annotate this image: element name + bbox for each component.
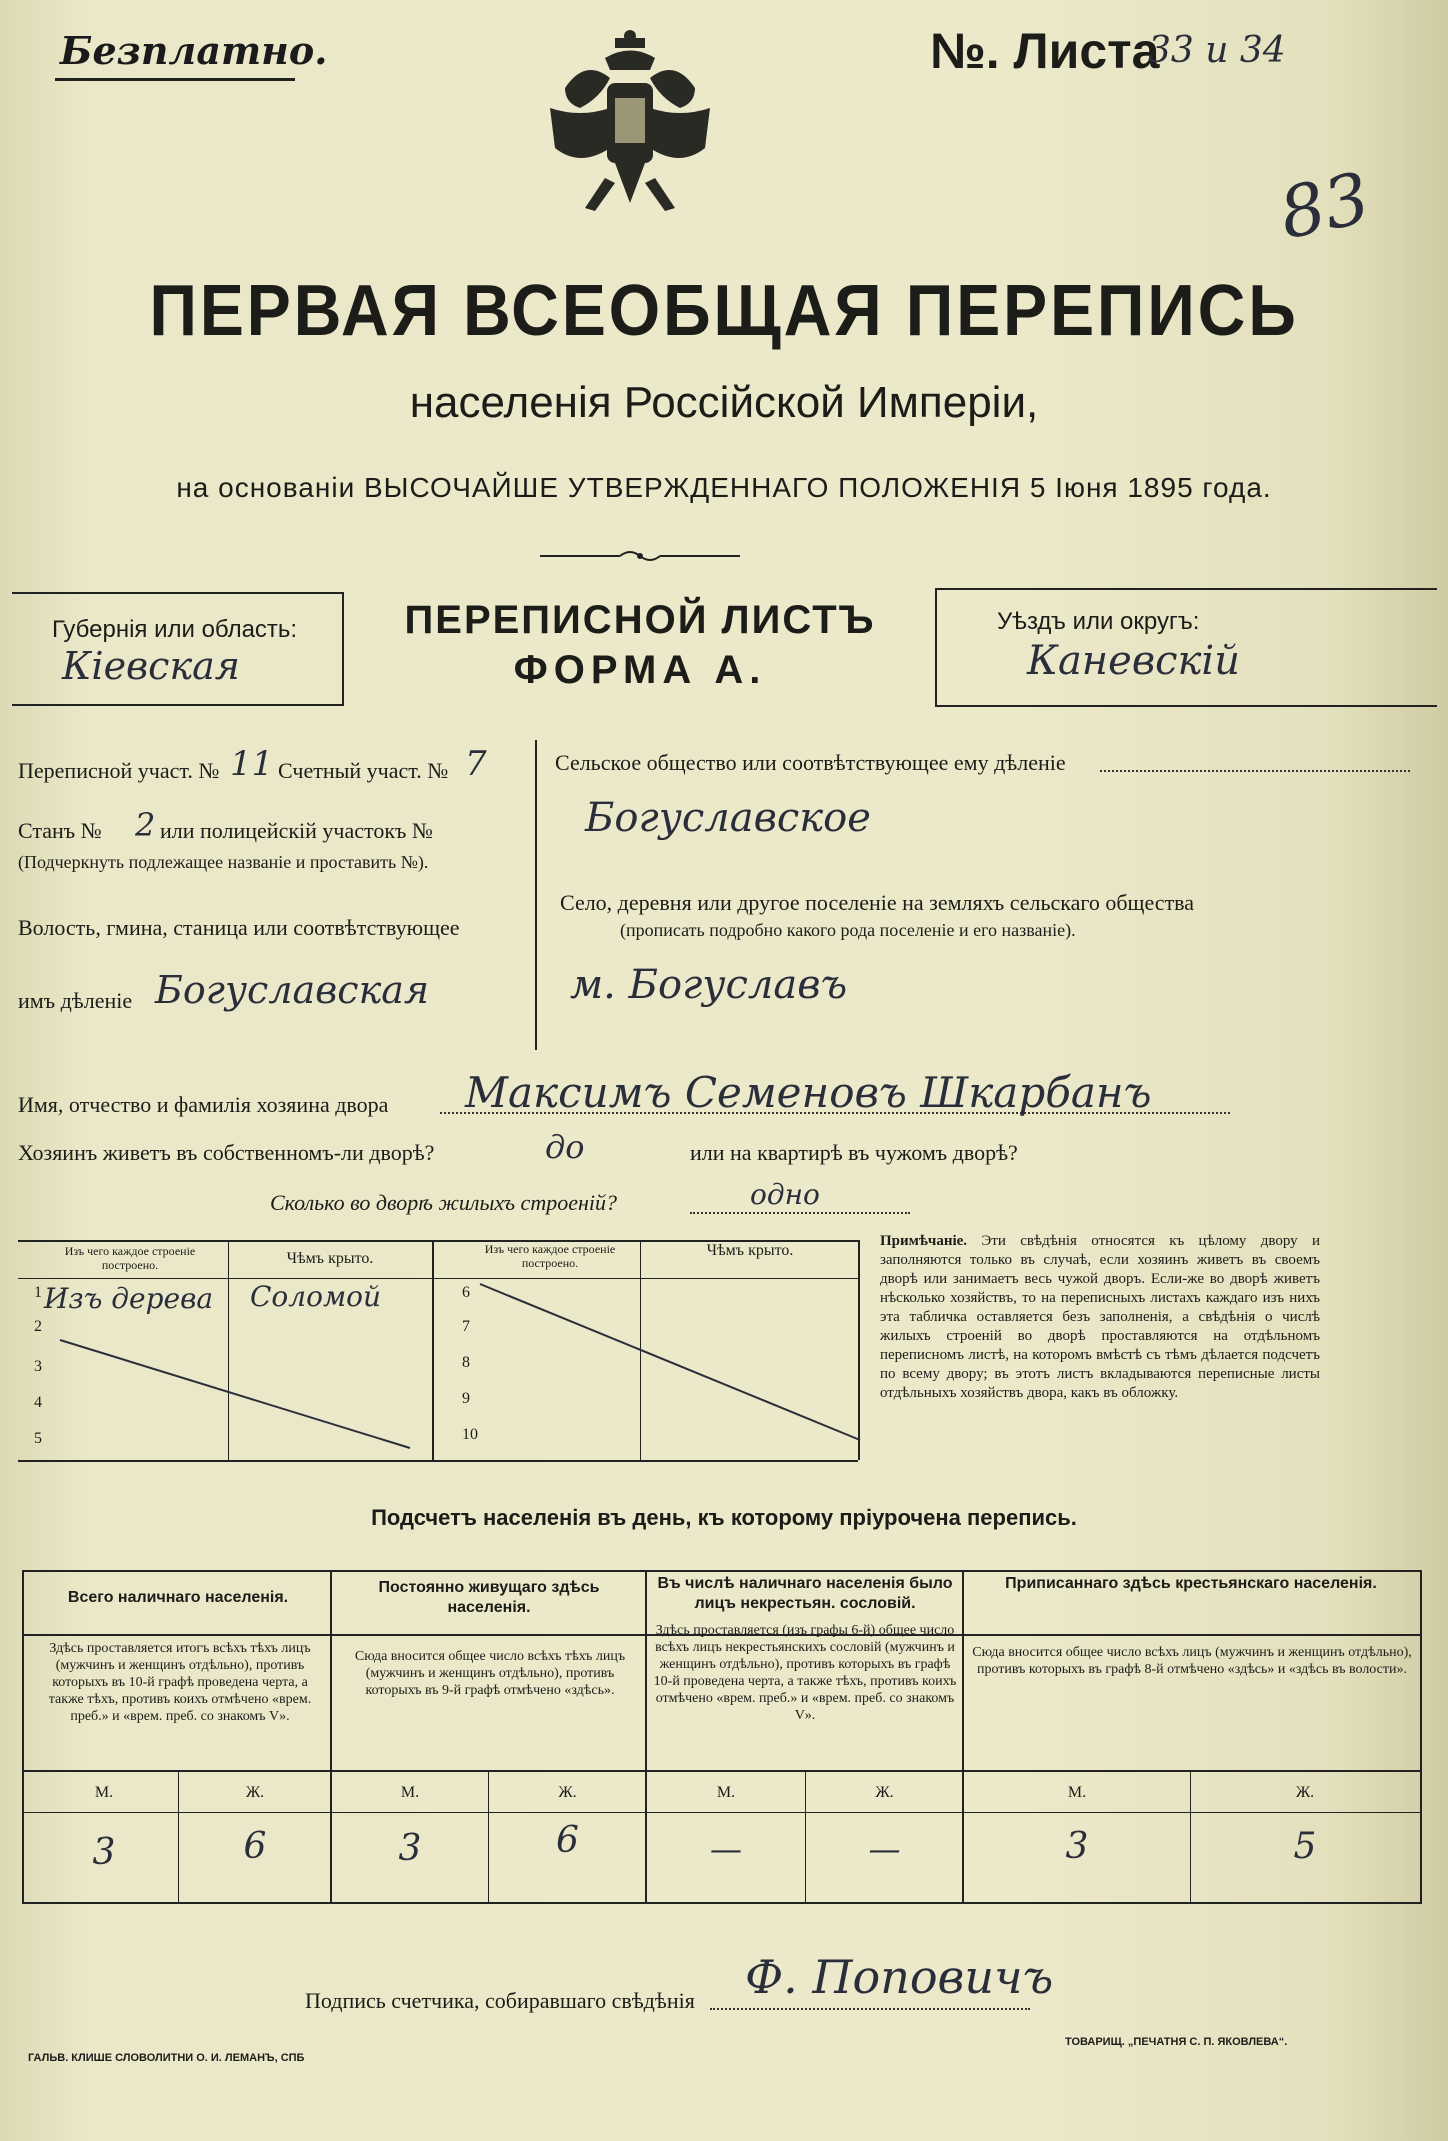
count-mf-sep <box>488 1770 489 1902</box>
buildings-label: Сколько во дворѣ жилыхъ строеній? <box>270 1190 617 1215</box>
signature-label: Подпись счетчика, собиравшаго свѣдѣнія <box>305 1988 695 2013</box>
count-female-value: 5 <box>1293 1826 1317 1867</box>
female-label: Ж. <box>1295 1784 1315 1801</box>
signature-value: Ф. Поповичъ <box>745 1950 1054 2004</box>
volost-label-2: имъ дѣленіе <box>18 988 133 1013</box>
male-label: М. <box>1067 1784 1087 1801</box>
owner-lives-label: Хозяинъ живетъ въ собственномъ-ли дворѣ? <box>18 1140 435 1165</box>
row-number: 1 <box>34 1284 42 1301</box>
signature-line <box>710 2008 1030 2010</box>
row-number: 10 <box>462 1426 478 1443</box>
col-roof-right: Чѣмъ крыто. <box>706 1242 794 1259</box>
legal-basis: на основаніи ВЫСОЧАЙШЕ УТВЕРЖДЕННАГО ПОЛОЖЕНІЯ 5 Іюня 1895 года. <box>176 472 1272 503</box>
owner-name-value: Максимъ Семеновъ Шкарбанъ <box>465 1068 1152 1117</box>
male-label: М. <box>94 1784 114 1801</box>
count-table-mf-line <box>22 1812 1420 1813</box>
count-female-value: — <box>868 1830 901 1868</box>
count-col-head: Приписаннаго здѣсь крестьянскаго населенія. <box>1005 1575 1377 1592</box>
row1-material: Изъ дерева <box>44 1282 214 1315</box>
census-section-label: Переписной участ. № <box>18 758 220 783</box>
volost-label: Волость, гмина, станица или соотвѣтствующее <box>18 915 460 940</box>
remark-text: Эти свѣдѣнія относятся къ цѣлому двору и заполняются только въ случаѣ, если хозяинъ живетъ въ своемъ дворѣ или занимаетъ весь чужой дворъ. Если-же во дворѣ живетъ нѣсколько хозяйствъ, то на переписныхъ листахъ каждаго изъ нихъ эта табличка оставляется безъ заполненія, а свѣдѣнія о числѣ жилыхъ строеній во дворѣ проставляются на отдѣльномъ переписномъ листѣ, на которомъ вмѣстѣ съ тѣмъ дѣлается подсчетъ по всему двору; въ этотъ листъ вкладываются переписные листы отдѣльныхъ хозяйствъ двора, какъ въ обложку. <box>880 1233 1321 1401</box>
volost-value: Богуславская <box>155 968 430 1012</box>
free-label: Безплатно. <box>60 28 328 73</box>
society-value: Богуславское <box>585 795 871 841</box>
count-title: Подсчетъ населенія въ день, къ которому пріурочена перепись. <box>371 1505 1077 1530</box>
row-number: 3 <box>34 1358 42 1375</box>
underline-note: (Подчеркнуть подлежащее названіе и проставить №). <box>18 852 429 872</box>
buildings-value: одно <box>750 1178 820 1211</box>
col-material-right: Изъ чего каждое строеніе построено. <box>484 1242 616 1270</box>
main-title: ПЕРВАЯ ВСЕОБЩАЯ ПЕРЕПИСЬ <box>149 271 1299 351</box>
province-label: Губернія или область: <box>52 616 298 643</box>
sheet-number-label: №. Листа <box>930 23 1160 79</box>
archive-mark: 83 <box>1272 156 1377 256</box>
district-label: Уѣздъ или округъ: <box>997 608 1200 635</box>
male-label: М. <box>716 1784 736 1801</box>
counting-section-value: 7 <box>465 744 487 784</box>
village-label: Село, деревня или другое поселеніе на земляхъ сельскаго общества <box>560 890 1195 915</box>
census-section-value: 11 <box>230 744 274 784</box>
count-male-value: 3 <box>1065 1826 1089 1867</box>
count-female-value: 6 <box>243 1826 267 1867</box>
count-col-desc: Сюда вносится общее число всѣхъ тѣхъ лицъ (мужчинъ и женщинъ отдѣльно), противъ которыхъ въ 9-й графѣ отмѣчено «здѣсь». <box>354 1649 626 1698</box>
row-number: 7 <box>462 1318 470 1335</box>
row-number: 2 <box>34 1318 42 1335</box>
count-col-head: Всего наличнаго населенія. <box>67 1589 289 1606</box>
remark-title: Примѣчаніе. <box>880 1233 968 1249</box>
count-col-head: Постоянно живущаго здѣсь населенія. <box>378 1579 600 1616</box>
count-male-value: 3 <box>398 1828 422 1869</box>
count-col-desc: Здѣсь проставляется итогъ всѣхъ тѣхъ лицъ (мужчинъ и женщинъ отдѣльно), противъ которыхъ въ 10-й графѣ проведена черта, а также тѣхъ, противъ коихъ отмѣчено «врем. преб.» и «врем. преб. со знакомъ V». <box>48 1641 312 1724</box>
subtitle: населенія Россійской Имперіи, <box>409 378 1039 427</box>
row-number: 6 <box>462 1284 470 1301</box>
row-number: 5 <box>34 1430 42 1447</box>
count-mf-sep <box>1190 1770 1191 1902</box>
count-mf-sep <box>805 1770 806 1902</box>
owner-name-label: Имя, отчество и фамилія хозяина двора <box>18 1092 389 1117</box>
province-value: Кіевская <box>62 644 240 688</box>
female-label: Ж. <box>245 1784 265 1801</box>
police-label: или полицейскій участокъ № <box>160 818 433 843</box>
village-value: м. Богуславъ <box>570 962 848 1008</box>
row-number: 9 <box>462 1390 470 1407</box>
female-label: Ж. <box>558 1784 577 1801</box>
form-subtitle: ФОРМА А. <box>513 648 767 692</box>
remark <box>880 1232 1320 1403</box>
owner-lives-value: до <box>545 1128 585 1166</box>
count-female-value: 6 <box>556 1820 579 1861</box>
counting-section-label: Счетный участ. № <box>278 758 449 783</box>
col-material-left: Изъ чего каждое строеніе построено. <box>64 1244 196 1272</box>
count-col-desc: Сюда вносится общее число всѣхъ лицъ (мужчинъ и женщинъ отдѣльно), противъ которыхъ въ графѣ 8-й отмѣчено «здѣсь» и «здѣсь въ волости». <box>972 1645 1412 1677</box>
sheet-number-value: 33 и 34 <box>1148 30 1286 71</box>
row-number: 4 <box>34 1394 42 1411</box>
row-number: 8 <box>462 1354 470 1371</box>
village-note: (прописать подробно какого рода поселеніе и его названіе). <box>620 920 1076 940</box>
district-value: Каневскій <box>1027 638 1240 684</box>
stan-value: 2 <box>135 806 156 844</box>
male-label: М. <box>400 1784 420 1801</box>
printer-left: ГАЛЬВ. КЛИШЕ СЛОВОЛИТНИ О. И. ЛЕМАНЪ, СПБ <box>28 2052 305 2064</box>
count-male-value: 3 <box>92 1832 116 1873</box>
row1-roof: Соломой <box>250 1280 382 1313</box>
count-col-head: Въ числѣ наличнаго населенія было лицъ некрестьян. сословій. <box>657 1575 953 1612</box>
society-label: Сельское общество или соотвѣтствующее ему дѣленіе <box>555 750 1066 775</box>
count-table-desc-line <box>22 1770 1420 1772</box>
count-male-value: — <box>710 1830 742 1868</box>
col-roof-left: Чѣмъ крыто. <box>286 1250 374 1267</box>
stan-label: Станъ № <box>18 818 102 843</box>
owner-lives-alt-label: или на квартирѣ въ чужомъ дворѣ? <box>690 1140 1018 1165</box>
form-title: ПЕРЕПИСНОЙ ЛИСТЪ <box>404 598 876 642</box>
female-label: Ж. <box>875 1784 894 1801</box>
printer-right: ТОВАРИЩ. „ПЕЧАТНЯ С. П. ЯКОВЛЕВА“. <box>1065 2036 1288 2048</box>
count-col-desc: Здѣсь проставляется (изъ графы 6-й) общее число всѣхъ лицъ некрестьянскихъ сословій (мужчинъ и женщинъ отдѣльно), противъ которыхъ въ графѣ 10-й проведена черта, а также тѣхъ, противъ коихъ отмѣчено «врем. преб.» и «врем. преб. со знакомъ V». <box>653 1623 957 1723</box>
count-mf-sep <box>178 1770 179 1902</box>
